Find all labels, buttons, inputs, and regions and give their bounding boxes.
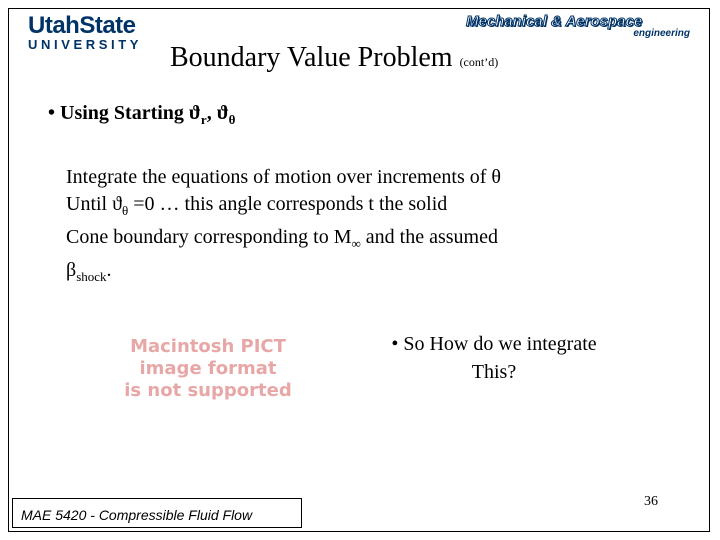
footer-course-box [12,498,302,528]
sub-r: r [200,112,207,127]
body-line-2-rest: =0 … this angle corresponds t the solid [128,193,448,215]
body-line-3-sub: ∞ [351,236,361,251]
bullet2-line-2: This? [471,361,517,383]
body-line-2 [66,191,501,224]
bullet-using-starting [48,102,235,128]
body-paragraph [66,164,501,290]
usu-logo-subtitle: UNIVERSITY [28,37,143,52]
bullet-integrate-question [368,330,620,386]
slide-title-suffix: (cont’d) [459,55,499,69]
body-line-3-rest: and the assumed [360,226,498,248]
page-number: 36 [644,494,658,509]
sub-theta: θ [228,112,236,127]
body-line-4-var: β [66,259,77,281]
body-line-2-prefix: Until [66,193,113,215]
bullet2-line-1: • So How do we integrate [391,333,597,355]
pict-placeholder-line-1: Macintosh PICT [130,336,286,357]
slide-title [170,42,498,74]
body-line-4-sub: shock [76,269,107,284]
bullet-prefix: • Using Starting [48,102,189,124]
usu-logo [28,14,153,50]
body-line-4 [66,257,501,290]
body-line-3 [66,224,501,257]
bullet-separator: , [206,102,217,124]
slide-title-text: Boundary Value Problem [170,42,453,73]
mae-logo [466,14,696,40]
body-line-4-rest: . [106,259,112,281]
pict-placeholder-line-3: is not supported [124,380,292,401]
body-line-2-var: ϑ [112,193,123,215]
var-theta-r: ϑ [188,102,201,124]
pict-placeholder-line-2: image format [139,358,277,379]
body-line-1: Integrate the equations of motion over increments of θ [66,166,501,188]
footer-course-label: MAE 5420 - Compressible Fluid Flow [21,507,253,523]
var-theta-theta: ϑ [216,102,229,124]
mae-logo-wordmark: Mechanical & Aerospace [466,13,643,30]
mae-logo-subtitle: engineering [633,28,690,39]
usu-logo-wordmark: UtahState [28,12,136,39]
body-line-3-prefix: Cone boundary corresponding to M [66,226,352,248]
body-line-2-sub: θ [122,203,129,218]
pict-placeholder [84,336,332,402]
